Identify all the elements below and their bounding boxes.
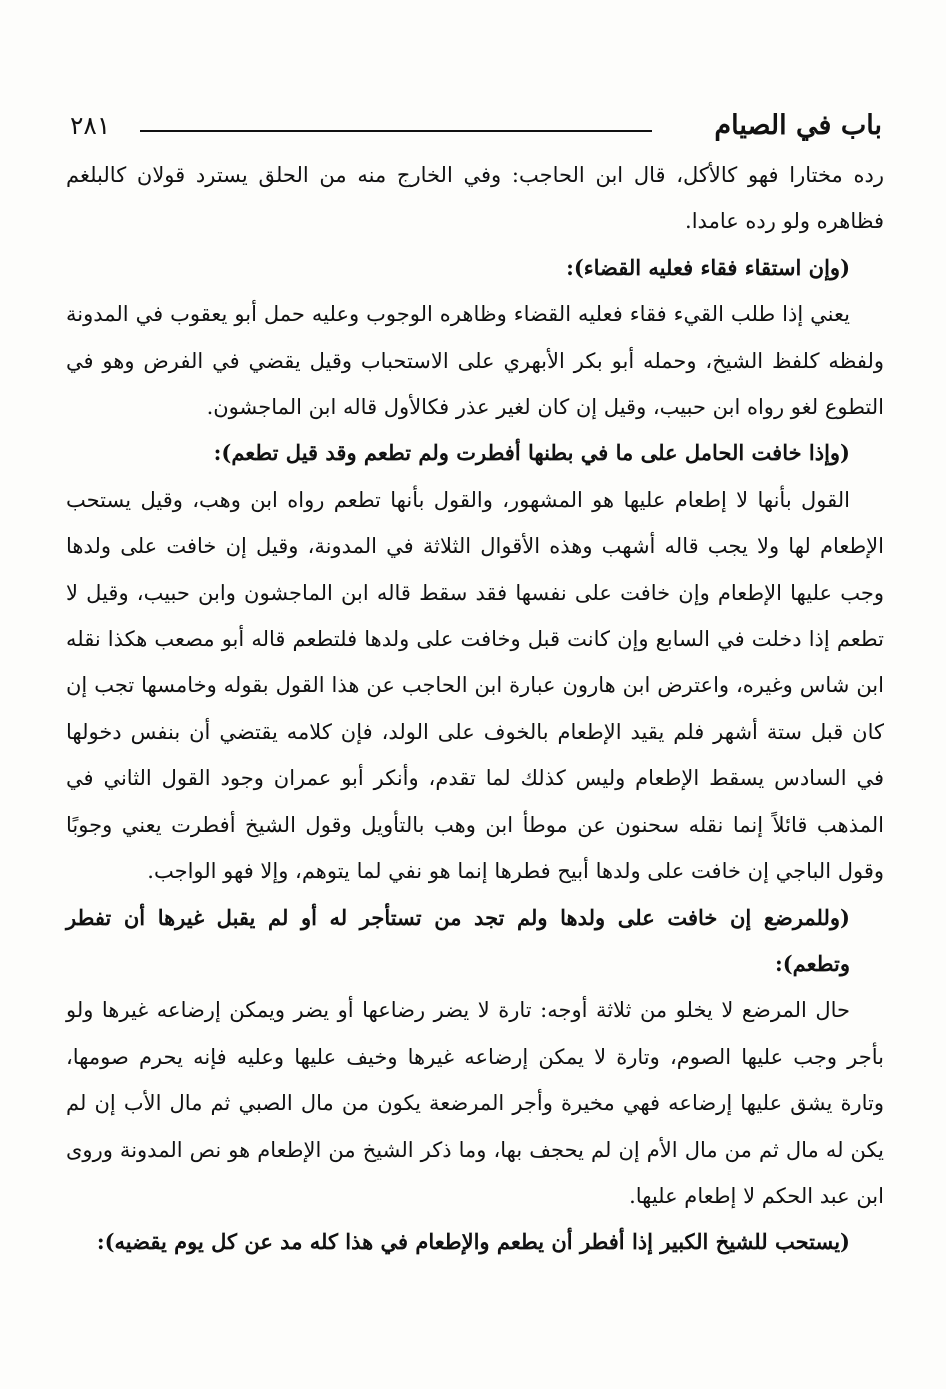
page-body [66,152,884,1266]
chapter-title: باب في الصيام [714,110,882,141]
running-header [70,104,882,148]
paragraph-continuation: رده مختارا فهو كالأكل، قال ابن الحاجب: وفي الخارج منه من الحلق يسترد قولان كالبلغم فظاهره ولو رده عامدا. [66,163,884,234]
paragraph-nursing-commentary: حال المرضع لا يخلو من ثلاثة أوجه: تارة لا يضر رضاعها أو يضر ويمكن إرضاعه غيرها ولو بأجر وجب عليها الصوم، وتارة لا يمكن إرضاعه غيرها وخيف عليها وعليه فإنه يحرم صومها، وتارة يشق عليها إرضاعه فهي مخيرة وأجر المرضعة يكون من مال الصبي ثم مال الأب إن لم يكن له مال ثم من مال الأم إن لم يحجف بها، وما ذكر الشيخ من الإطعام هو نص المدونة وروى ابن عبد الحكم لا إطعام عليها. [66,998,884,1208]
header-rule [140,130,652,132]
section-heading-vomiting: (وإن استقاء فقاء فعليه القضاء): [566,254,850,280]
page-number: ٢٨١ [70,111,111,140]
section-heading-nursing: (وللمرضع إن خافت على ولدها ولم تجد من تستأجر له أو لم يقبل غيرها أن تفطر وتطعم): [66,904,850,976]
paragraph-pregnant-commentary: القول بأنها لا إطعام عليها هو المشهور، والقول بأنها تطعم رواه ابن وهب، وقيل يستحب الإطعام لها ولا يجب قاله أشهب وهذه الأقوال الثلاثة في المدونة، وقيل إن خافت على ولدها وجب عليها الإطعام وإن خافت على نفسها فقد سقط قاله ابن الماجشون وابن حبيب، وقيل لا تطعم إذا دخلت في السابع وإن كانت قبل وخافت على ولدها فلتطعم قاله أبو مصعب هكذا نقله ابن شاس وغيره، واعترض ابن هارون عبارة ابن الحاجب عن هذا القول بقوله وخامسها تجب إن كان قبل ستة أشهر فلم يقيد الإطعام بالخوف على الولد، فإن كلامه يقتضي أن بنفس دخولها في السادس يسقط الإطعام وليس كذلك لما تقدم، وأنكر أبو عمران وجود القول الثاني في المذهب قائلاً إنما نقله سحنون عن موطأ ابن وهب بالتأويل وقول الشيخ أفطرت يعني وجوبًا وقول الباجي إن خافت على ولدها أبيح فطرها إنما هو نفي لما يتوهم، وإلا فهو الواجب. [66,487,884,884]
section-heading-elderly: (يستحب للشيخ الكبير إذا أفطر أن يطعم والإطعام في هذا كله مد عن كل يوم يقضيه): [96,1229,850,1255]
paragraph-vomiting-commentary: يعني إذا طلب القيء فقاء فعليه القضاء وظاهره الوجوب وعليه حمل أبو يعقوب في المدونة ولفظه كلفظ الشيخ، وحمله أبو بكر الأبهري على الاستحباب وقيل يقضي في الفرض وهو في التطوع لغو رواه ابن حبيب، وقيل إن كان لغير عذر فكالأول قاله ابن الماجشون. [66,302,884,420]
section-heading-pregnant: (وإذا خافت الحامل على ما في بطنها أفطرت ولم تطعم وقد قيل تطعم): [213,440,850,466]
